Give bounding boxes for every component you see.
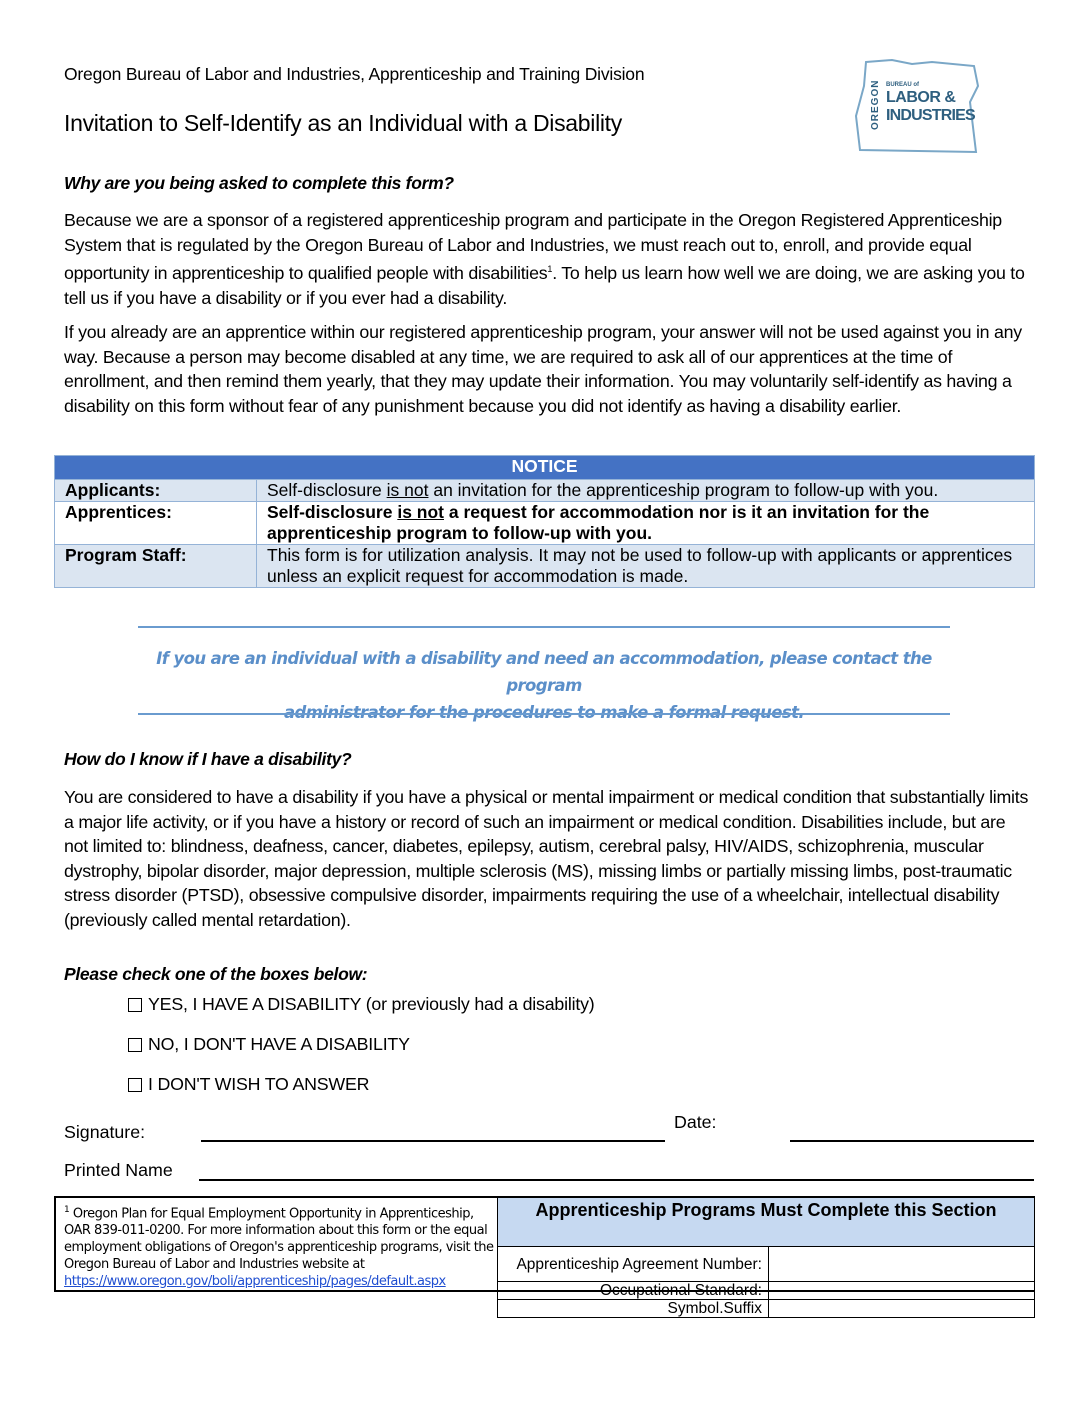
option-label: I DON'T WISH TO ANSWER (148, 1074, 370, 1094)
footnote-ref: 1 (547, 264, 553, 275)
program-section-heading: Apprenticeship Programs Must Complete this Section (498, 1198, 1035, 1247)
field-label: Apprenticeship Agreement Number: (498, 1247, 769, 1282)
notice-header: NOTICE (55, 456, 1035, 480)
checkbox-icon[interactable] (128, 1078, 142, 1092)
signature-label: Signature: (64, 1122, 146, 1142)
callout-bottom-rule (138, 713, 950, 715)
notice-label: Program Staff: (55, 545, 257, 588)
disability-heading: How do I know if I have a disability? (64, 749, 352, 769)
occupational-standard-input[interactable] (769, 1282, 1035, 1300)
para1-end-text: . To help us learn how well we are doing, we are asking you to tell us if you have a disability or if you ever had a disability. (64, 263, 1025, 308)
notice-row-apprentices (55, 502, 1035, 545)
why-paragraph-2 (64, 320, 1034, 418)
checkbox-icon[interactable] (128, 1038, 142, 1052)
why-heading: Why are you being asked to complete this form? (64, 173, 454, 193)
signature-field[interactable] (201, 1140, 665, 1142)
page-title: Invitation to Self-Identify as an Individual with a Disability (64, 110, 622, 136)
footnote (64, 1202, 494, 1290)
notice-text: This form is for utilization analysis. It may not be used to follow-up with applicants or apprentices unless an explicit request for accommodation is made. (257, 545, 1035, 588)
organization-name: Oregon Bureau of Labor and Industries, Apprenticeship and Training Division (64, 64, 645, 84)
callout-top-rule (138, 626, 950, 628)
date-field[interactable] (790, 1140, 1034, 1142)
symbol-suffix-input[interactable] (769, 1300, 1035, 1318)
para1-text: Because we are a sponsor of a registered apprenticeship program and participate in the Oregon Registered Apprenticeship System that is regulated by the Oregon Bureau of Labor and Industries, we must reach out to, enroll, and provide equal opportunity in apprenticeship to qualified people with disabilities (64, 210, 1002, 284)
field-label: Occupational Standard: (498, 1282, 769, 1300)
notice-table (54, 455, 1035, 588)
option-yes[interactable] (128, 994, 595, 1015)
logo-bureau-text: BUREAU of (886, 82, 919, 88)
option-no-answer[interactable] (128, 1074, 369, 1095)
callout-line-1: If you are an individual with a disability and need an accommodation, please contact the program (156, 649, 932, 695)
para2-text: If you already are an apprentice within our registered apprenticeship program, your answer will not be used against you in any way. Because a person may become disabled at any time, we are required to ask all of our apprentices at the time of enrollment, and then remind them yearly, that they may update their information. You may voluntarily self-identify as having a disability on this form without fear of any punishment because you did not identify as having a disability earlier. (64, 322, 1022, 416)
footnote-number: 1 (64, 1205, 70, 1215)
checkbox-heading: Please check one of the boxes below: (64, 964, 368, 984)
option-no[interactable] (128, 1034, 410, 1055)
date-label: Date: (674, 1112, 717, 1132)
logo-labor-text: LABOR & (886, 89, 956, 106)
occupational-standard-row (498, 1282, 1035, 1300)
printed-name-field[interactable] (199, 1179, 1034, 1181)
agreement-number-row (498, 1247, 1035, 1282)
definition-text: You are considered to have a disability if you have a physical or mental impairment or medical condition that substantially limits a major life activity, or if you have a history or record of such an impairment or medical condition. Disabilities include, but are not limited to: blindness, deafness, cancer, diabetes, epilepsy, autism, cerebral palsy, HIV/AIDS, schizophrenia, muscular dystrophy, bipolar disorder, major depression, multiple sclerosis (MS), missing limbs or partially missing limbs, post-traumatic stress disorder (PTSD), obsessive compulsive disorder, impairments requiring the use of a wheelchair, intellectual disability (previously called mental retardation). (64, 787, 1029, 930)
boli-website-link[interactable]: https://www.oregon.gov/boli/apprenticeship/pages/default.aspx (64, 1273, 446, 1289)
program-section-table (497, 1198, 1035, 1318)
option-label: YES, I HAVE A DISABILITY (or previously had a disability) (148, 994, 595, 1014)
notice-label: Applicants: (55, 480, 257, 502)
agreement-number-input[interactable] (769, 1247, 1035, 1282)
footnote-text: Oregon Plan for Equal Employment Opportunity in Apprenticeship, OAR 839-011-0200. For more information about this form or the equal employment obligations of Oregon's apprenticeship programs, visit the Oregon Bureau of Labor and Industries website at (64, 1206, 494, 1272)
printed-name-label: Printed Name (64, 1160, 173, 1180)
notice-text: Self-disclosure is not a request for accommodation nor is it an invitation for the apprenticeship program to follow-up with you. (257, 502, 1035, 545)
why-paragraph-1 (64, 208, 1034, 310)
disability-definition (64, 785, 1034, 933)
checkbox-icon[interactable] (128, 998, 142, 1012)
option-label: NO, I DON'T HAVE A DISABILITY (148, 1034, 410, 1054)
notice-text: Self-disclosure is not an invitation for the apprenticeship program to follow-up with you. (257, 480, 1035, 502)
notice-row-program-staff (55, 545, 1035, 588)
logo-industries-text: INDUSTRIES (886, 107, 975, 124)
boli-logo (852, 56, 982, 156)
logo-oregon-text: OREGON (870, 79, 881, 130)
symbol-suffix-row (498, 1300, 1035, 1318)
notice-label: Apprentices: (55, 502, 257, 545)
field-label: Symbol.Suffix (498, 1300, 769, 1318)
notice-row-applicants (55, 480, 1035, 502)
